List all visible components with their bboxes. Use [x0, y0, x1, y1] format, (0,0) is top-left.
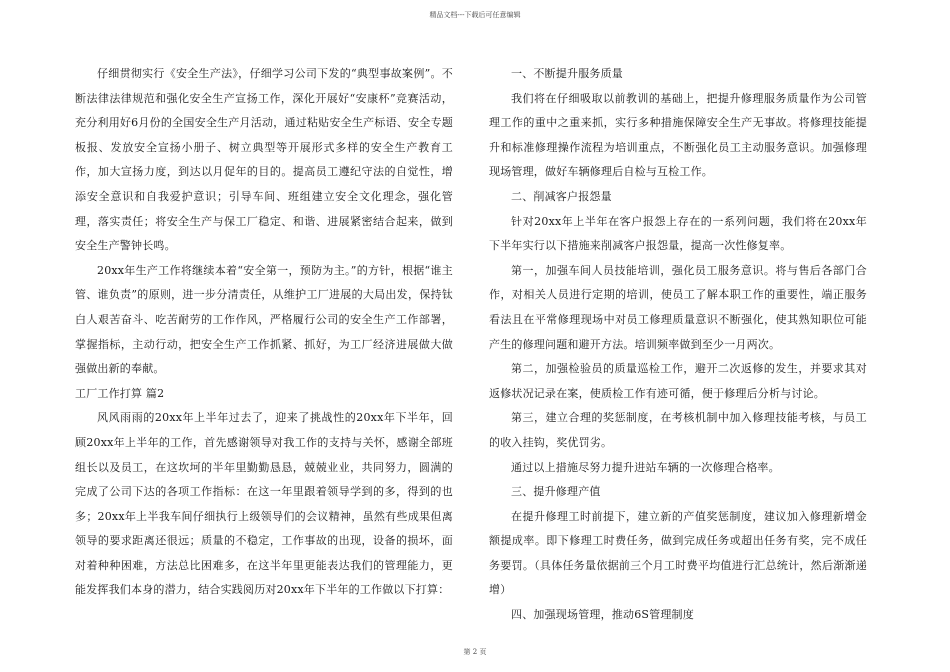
paragraph: 第二，加强检验员的质量巡检工作，避开二次返修的发生，并要求其对返修状况记录在案，使质检工作有迹可循，便于修理后分析与讨论。	[489, 362, 867, 400]
paragraph: 第三，建立合理的奖惩制度，在考核机制中加入修理技能考核，与员工的收入挂钩，奖优罚劣。	[489, 411, 867, 449]
section-heading: 四、加强现场管理，推动6S管理制度	[511, 608, 694, 622]
section-heading: 一、不断提升服务质量	[511, 67, 623, 80]
paragraph: 我们将在仔细吸取以前教训的基础上，把提升修理服务质量作为公司管理工作的重中之重来抓，实行多种措施保障安全生产无事故。将修理技能提升和标准修理操作流程为培训重点，不断强化员工主动服务意识。加强修理现场管理，做好车辆修理后自检与互检工作。	[489, 91, 867, 179]
section-heading: 二、削减客户报怨量	[511, 189, 612, 203]
section-heading: 三、提升修理产值	[511, 485, 601, 499]
right-column	[489, 62, 867, 628]
paragraph: 第一，加强车间人员技能培训，强化员工服务意识。将与售后各部门合作，对相关人员进行定期的培训，使员工了解本职工作的重要性，端正服务看法且在平常修理现场中对员工修理质量意识不断强化，使其熟知职位可能产生的修理问题和避开方法。培训频率做到至少一月两次。	[489, 263, 867, 351]
paragraph: 仔细贯彻实行《安全生产法》，仔细学习公司下发的“典型事故案例”。不断法律法律规范和强化安全生产宣扬工作，深化开展好“安康杯”竞赛活动，充分利用好6月份的全国安全生产月活动，通过粘贴安全生产标语、安全专题板报、发放安全宣扬小册子、树立典型等开展形式多样的安全生产教育工作，加大宣扬力度，到达以月促年的目的。提高员工遵纪守法的自觉性，增添安全意识和自我爱护意识；引导车间、班组建立安全文化理念，强化管理，落实责任；将安全生产与保工厂稳定、和谐、进展紧密结合起来，做到安全生产警钟长鸣。	[75, 67, 453, 253]
page-number: 第 2 页	[463, 648, 487, 656]
page-header: 精品文档---下载后可任意编辑	[429, 11, 521, 19]
paragraph: 风风雨雨的20xx年上半年过去了，迎来了挑战性的20xx年下半年，回顾20xx年上半年的工作，首先感谢领导对我工作的支持与关怀，感谢全部班组长以及员工，在这坎坷的半年里勤勤恳恳，兢兢业业，共同努力，圆满的完成了公司下达的各项工作指标：在这一年里跟着领导学到的多，得到的也多；20xx年上半我车间仔细执行上级领导们的会议精神，虽然有些成果但离领导的要求距离还很远；质量的不稳定，工作事故的出现，设备的损坏，面对着种种困难，方法总比困难多，在这半年里更能表达我们的管理能力，更能发挥我们本身的潜力，结合实践阅历对20xx年下半年的工作做以下打算：	[75, 411, 453, 597]
paragraph: 通过以上措施尽努力提升进站车辆的一次修理合格率。	[511, 460, 780, 474]
paragraph: 在提升修理工时前提下，建立新的产值奖惩制度，建议加入修理新增金额提成率。即下修理工时费任务，做到完成任务或超出任务有奖，完不成任务要罚。（具体任务量依据前三个月工时费平均值进行汇总统计，然后渐渐递增）	[489, 509, 867, 597]
section-heading: 工厂工作打算 篇2	[75, 386, 165, 400]
paragraph: 20xx年生产工作将继续本着“安全第一，预防为主。”的方针，根据“谁主管、谁负责”的原则，进一步分清责任，从维护工厂进展的大局出发，保持钛白人艰苦奋斗、吃苦耐劳的工作作风，严格履行公司的安全生产工作部署，掌握指标，主动行动，把安全生产工作抓紧、抓好，为工厂经济进展做大做强做出新的奉献。	[75, 263, 453, 376]
left-column	[75, 62, 453, 603]
paragraph: 针对20xx年上半年在客户报怨上存在的一系列问题，我们将在20xx年下半年实行以下措施来削减客户报怨量，提高一次性修复率。	[489, 214, 867, 253]
